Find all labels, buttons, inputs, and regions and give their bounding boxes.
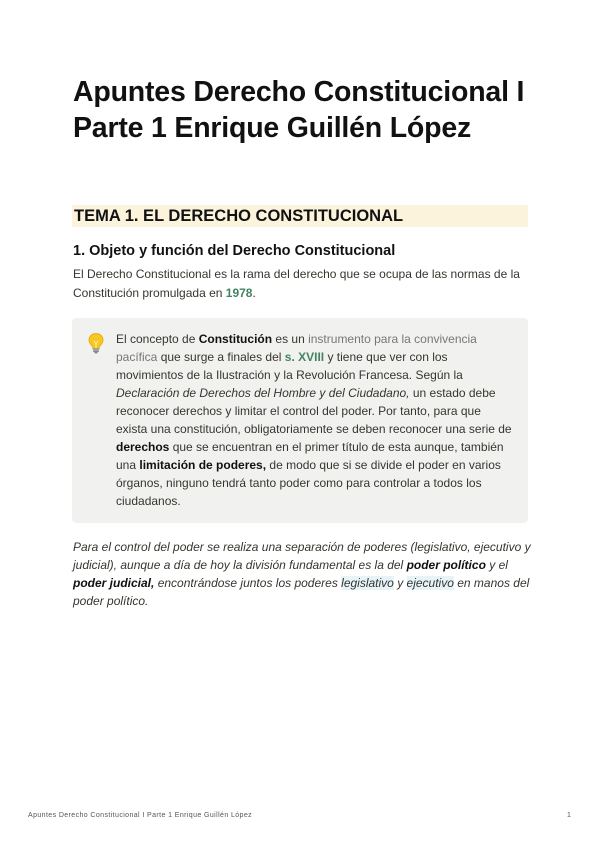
callout-span: El concepto de [116, 332, 199, 346]
document-title: Apuntes Derecho Constitucional I Parte 1 Enrique Guillén López [73, 76, 525, 144]
callout-bold-limitacion: limitación de poderes, [139, 458, 267, 472]
callout-text [116, 330, 514, 510]
highlight-ejecutivo: ejecutivo [406, 576, 454, 590]
separation-paragraph [73, 538, 533, 610]
century-highlight: s. XVIII [284, 350, 325, 364]
callout-bold-derechos: derechos [116, 440, 170, 454]
paragraph-span: Para el control del poder se realiza una separación de poderes (legislativo, ejecutivo y judicial), aunque a día de hoy la división fundamental es la del [73, 540, 531, 572]
callout-span: que se encuentran en el primer título de esta aunque, también una [116, 440, 504, 472]
intro-text-end: . [252, 286, 256, 300]
paragraph-span: en manos del poder político. [73, 576, 530, 608]
callout-box [72, 318, 528, 523]
year-highlight: 1978 [225, 286, 253, 300]
callout-span: y tiene que ver con los movimientos de la Ilustración y la Revolución Francesa. Según la [116, 350, 463, 382]
section-heading: TEMA 1. EL DERECHO CONSTITUCIONAL [72, 205, 528, 227]
callout-italic-declaracion: Declaración de Derechos del Hombre y del Ciudadano, [116, 386, 410, 400]
callout-span: que surge a finales del [157, 350, 285, 364]
paragraph-span: y el [485, 558, 508, 572]
callout-span: de modo que si se divide el poder en varios órganos, ninguno tendrá tanto poder como para controlar a todos los ciudadanos. [116, 458, 501, 508]
bold-poder-judicial: poder judicial, [73, 576, 155, 590]
callout-bold-constitucion: Constitución [198, 332, 273, 346]
lightbulb-icon [87, 332, 105, 354]
callout-grey-text: instrumento para la convivencia pacífica [116, 332, 477, 364]
intro-text: El Derecho Constitucional es la rama del derecho que se ocupa de las normas de la Constitución promulgada en [73, 267, 520, 300]
page-number: 1 [567, 812, 571, 819]
footer-title: Apuntes Derecho Constitucional I Parte 1 Enrique Guillén López [28, 812, 253, 819]
bold-poder-politico: poder político [406, 558, 486, 572]
intro-paragraph [73, 265, 533, 303]
subsection-heading: 1. Objeto y función del Derecho Constitucional [73, 243, 396, 259]
paragraph-span: y [393, 576, 407, 590]
callout-span: un estado debe reconocer derechos y limitar el control del poder. Por tanto, para que exista una constitución, obligatoriamente se deben reconocer una serie de [116, 386, 512, 436]
callout-span: es un [272, 332, 309, 346]
highlight-legislativo: legislativo [341, 576, 394, 590]
paragraph-span: encontrándose juntos los poderes [154, 576, 342, 590]
